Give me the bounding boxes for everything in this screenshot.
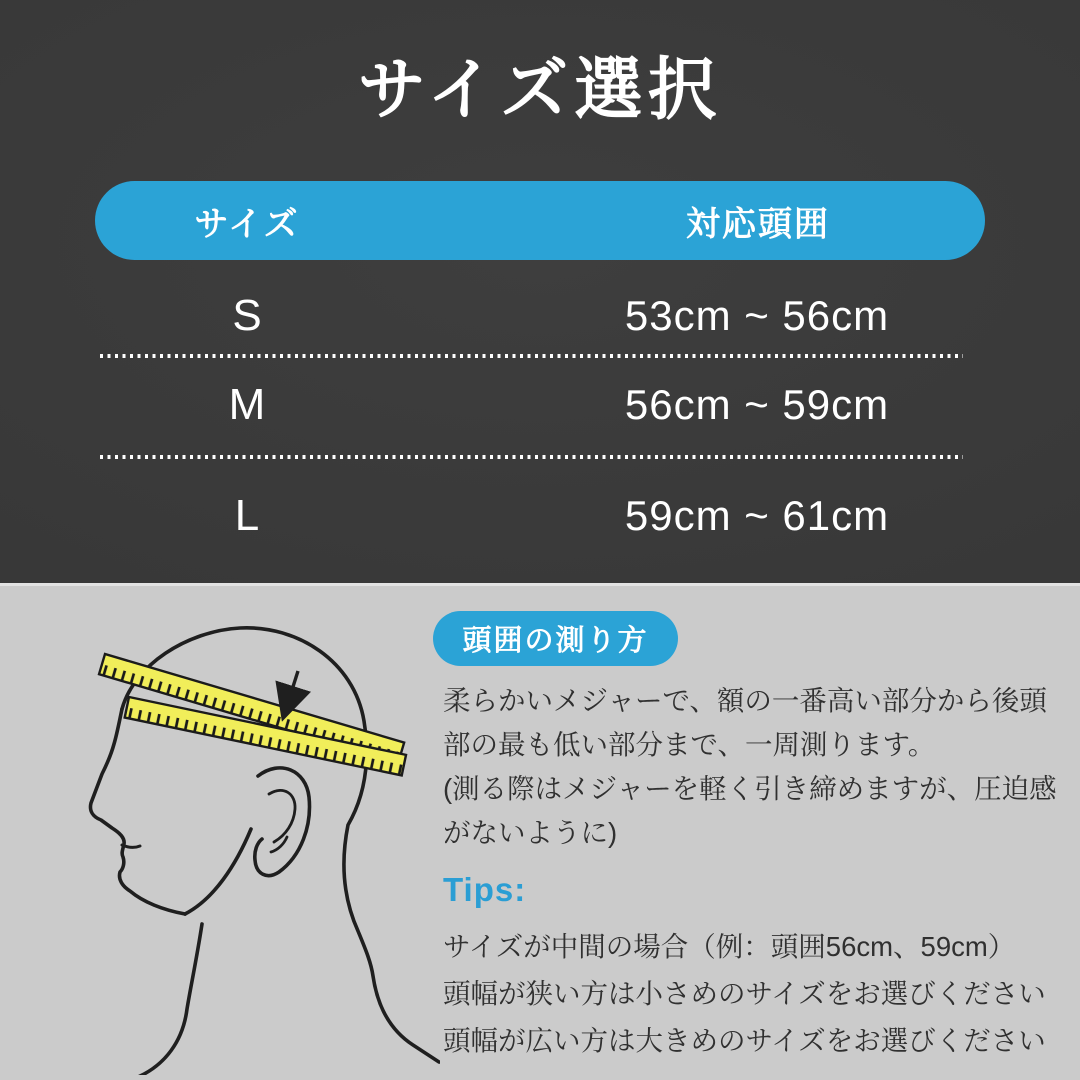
tip-item: サイズが中間の場合（例：頭囲56cm、59cm） xyxy=(443,931,1016,962)
dotted-divider xyxy=(100,455,963,459)
measure-method-badge xyxy=(433,611,678,666)
face-profile-outline xyxy=(90,709,185,914)
page-title: サイズ選択 xyxy=(357,52,723,128)
dotted-divider xyxy=(100,354,963,358)
arrow-icon xyxy=(285,671,298,712)
tips-heading: Tips: xyxy=(443,871,527,908)
tip-item: 頭幅が狭い方は小さめのサイズをお選びください xyxy=(443,978,1046,1009)
size-range: 56cm ~ 59cm xyxy=(624,381,890,428)
measure-description-note: (測る際はメジャーを軽く引き締めますが、圧迫感がないように) xyxy=(443,773,1057,848)
table-row xyxy=(0,280,1080,352)
size-range: 53cm ~ 56cm xyxy=(624,292,890,339)
table-header xyxy=(95,181,985,260)
mouth-line xyxy=(122,845,140,847)
table-row xyxy=(0,480,1080,552)
tip-item: 頭幅が広い方は大きめのサイズをお選びください xyxy=(443,1025,1046,1056)
head-measurement-illustration xyxy=(22,613,440,1075)
table-row xyxy=(0,369,1080,441)
tips-list xyxy=(443,923,1073,1064)
jaw-line xyxy=(185,829,251,914)
ear-outline xyxy=(255,768,310,876)
measurement-guide-section xyxy=(0,583,1080,1080)
measure-description xyxy=(443,679,1059,855)
measure-description-main: 柔らかいメジャーで、額の一番高い部分から後頭部の最も低い部分まで、一周測ります。 xyxy=(443,685,1047,760)
column-header-size: サイズ xyxy=(194,205,300,243)
size-label: M xyxy=(228,380,266,429)
ear-inner-line xyxy=(269,790,295,842)
measure-method-badge-label: 頭囲の測り方 xyxy=(462,625,649,657)
column-header-circumference: 対応頭囲 xyxy=(686,205,830,243)
size-range: 59cm ~ 61cm xyxy=(624,492,890,539)
size-label: L xyxy=(234,491,260,540)
size-label: S xyxy=(232,291,262,340)
neck-front-line xyxy=(138,924,202,1075)
